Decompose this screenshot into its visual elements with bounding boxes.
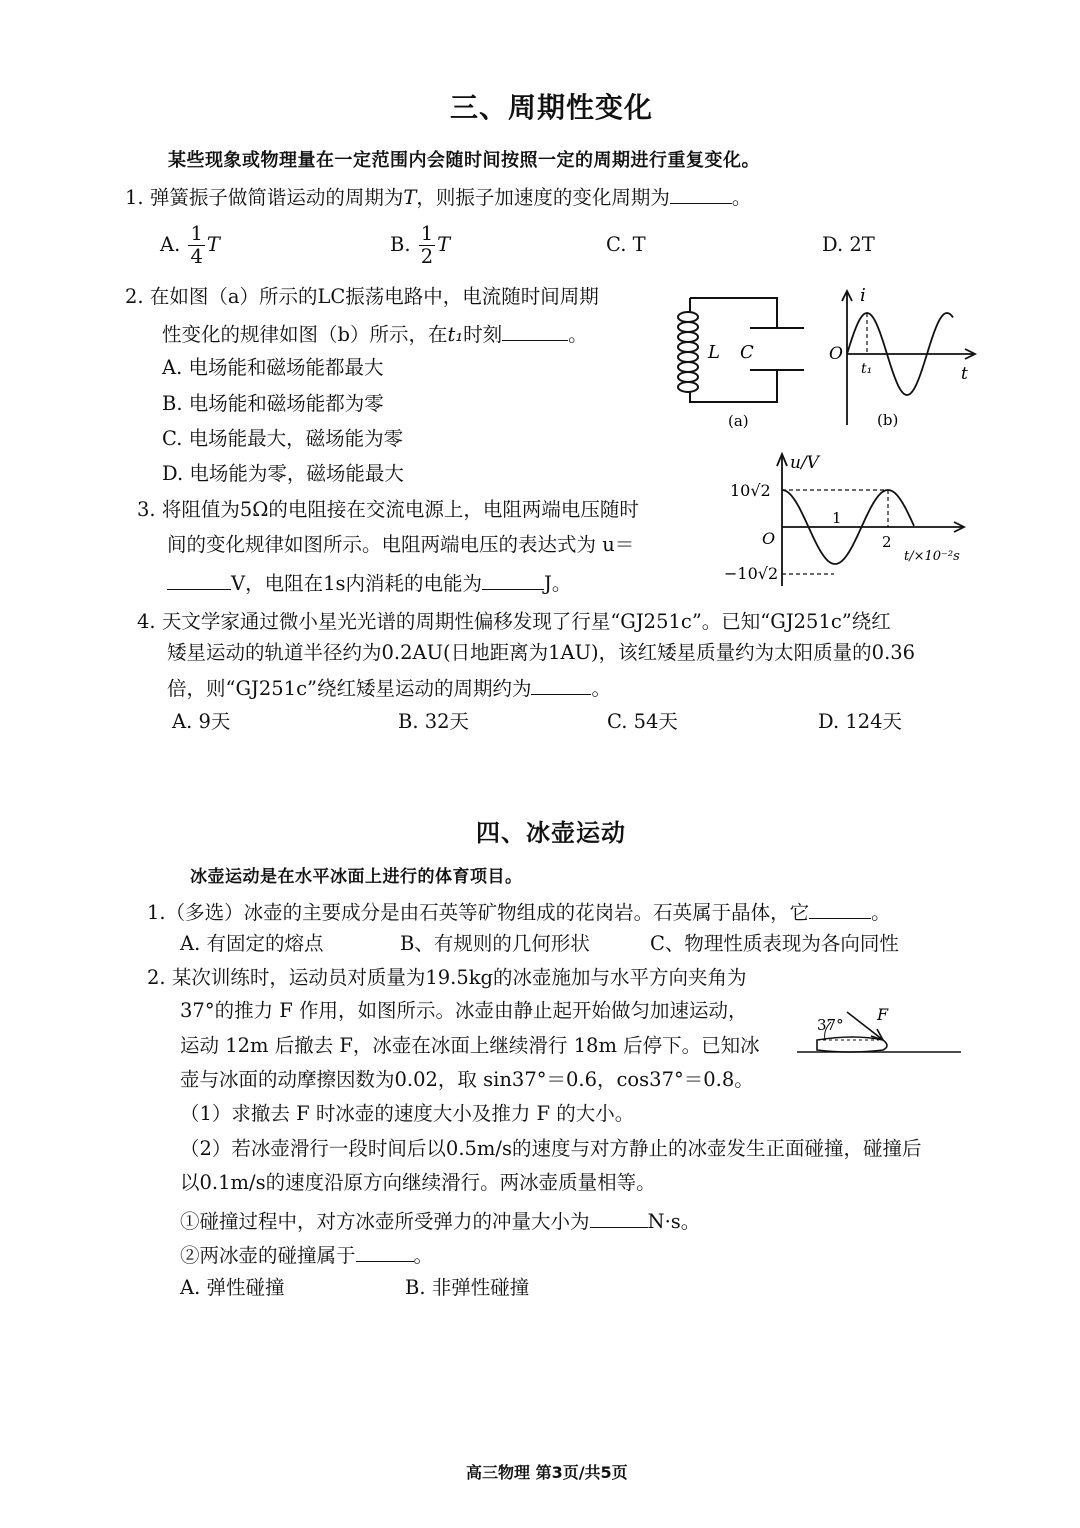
tick-label-2: 2 <box>882 533 892 551</box>
t1-label: t₁ <box>861 361 873 377</box>
option-4-2-b[interactable]: B. 非弹性碰撞 <box>405 1276 530 1299</box>
circuit-wire-bottom <box>690 370 777 402</box>
inductor-coil <box>678 312 698 392</box>
question-4-2-line1: 2. 某次训练时，运动员对质量为19.5kg的冰壶施加与水平方向夹角为 <box>147 966 747 989</box>
option-3-4-c[interactable]: C. 54天 <box>607 710 678 733</box>
answer-blank[interactable] <box>167 569 231 590</box>
current-time-graph <box>825 285 980 435</box>
capacitor-label: C <box>740 342 754 363</box>
option-3-1-b[interactable]: B. $\frac{1}{2}$ T <box>390 222 451 268</box>
question-3-4-line2: 矮星运动的轨道半径约为0.2AU(日地距离为1AU)，该红矮星质量约为太阳质量的0.36 <box>167 641 916 664</box>
sub-question-1: （1）求撤去 F 时冰壶的速度大小及推力 F 的大小。 <box>180 1102 635 1125</box>
y-axis-label: u/V <box>790 453 819 473</box>
x-axis-label: t/×10⁻²s <box>904 549 960 564</box>
section-3-intro: 某些现象或物理量在一定范围内会随时间按照一定的周期进行重复变化。 <box>168 150 760 171</box>
option-4-2-a[interactable]: A. 弹性碰撞 <box>180 1276 285 1299</box>
option-3-1-d[interactable]: D. 2T <box>822 233 875 256</box>
question-number: 1. <box>125 186 144 209</box>
question-4-1-stem: 1.（多选）冰壶的主要成分是由石英等矿物组成的花岗岩。石英属于晶体，它 。 <box>147 898 891 925</box>
option-3-2-b[interactable]: B. 电场能和磁场能都为零 <box>162 392 384 415</box>
figure-b-caption: (b) <box>877 411 899 429</box>
answer-blank[interactable] <box>590 1207 648 1228</box>
question-3-2-line1: 2. 在如图（a）所示的LC振荡电路中，电流随时间周期 <box>125 285 599 308</box>
angle-label: 37° <box>817 1016 844 1034</box>
question-4-2-line3: 运动 12m 后撤去 F，冰壶在冰面上继续滑行 18m 后停下。已知冰 <box>180 1034 760 1057</box>
option-3-4-a[interactable]: A. 9天 <box>172 710 231 733</box>
answer-blank[interactable] <box>482 569 544 590</box>
force-label: F <box>877 1005 889 1024</box>
question-4-2-line4: 壶与冰面的动摩擦因数为0.02，取 sin37°＝0.6，cos37°＝0.8。 <box>180 1068 754 1091</box>
question-3-4-line1: 4. 天文学家通过微小星光光谱的周期性偏移发现了行星“GJ251c”。已知“GJ251c”绕红 <box>137 610 891 633</box>
origin-label: O <box>829 344 843 364</box>
option-3-2-d[interactable]: D. 电场能为零，磁场能最大 <box>162 462 404 485</box>
section-4-title: 四、冰壶运动 <box>476 819 626 847</box>
fraction: $\frac{1}{2}$ <box>420 222 434 268</box>
x-axis-label: t <box>961 364 968 384</box>
sub-question-2-part2: ②两冰壶的碰撞属于 。 <box>180 1241 433 1268</box>
sub-question-2-line1: （2）若冰壶滑行一段时间后以0.5m/s的速度与对方静止的冰壶发生正面碰撞，碰撞后 <box>180 1137 922 1160</box>
answer-blank[interactable] <box>356 1241 414 1262</box>
section-4-intro: 冰壶运动是在水平冰面上进行的体育项目。 <box>190 867 523 887</box>
question-3-4-line3: 倍，则“GJ251c”绕红矮星运动的周期约为 。 <box>167 674 611 701</box>
option-3-1-c[interactable]: C. T <box>606 233 646 256</box>
option-4-1-b[interactable]: B、有规则的几何形状 <box>400 932 590 955</box>
option-4-1-a[interactable]: A. 有固定的熔点 <box>180 932 324 955</box>
question-4-2-line2: 37°的推力 F 作用，如图所示。冰壶由静止起开始做匀加速运动， <box>180 999 748 1022</box>
answer-blank[interactable] <box>502 320 568 341</box>
option-3-1-a[interactable]: A. $\frac{1}{4}$ T <box>160 222 220 268</box>
fraction: $\frac{1}{4}$ <box>190 222 203 268</box>
answer-blank[interactable] <box>670 183 732 204</box>
sub-question-2-line2: 以0.1m/s的速度沿原方向继续滑行。两冰壶质量相等。 <box>180 1171 656 1194</box>
inductor-label: L <box>708 342 720 363</box>
question-3-3-line2: 间的变化规律如图所示。电阻两端电压的表达式为 u＝ <box>167 533 635 556</box>
section-3-title: 三、周期性变化 <box>450 91 654 124</box>
question-3-1-stem: 1. 弹簧振子做简谐运动的周期为T，则振子加速度的变化周期为 。 <box>125 183 751 210</box>
option-3-2-a[interactable]: A. 电场能和磁场能都最大 <box>162 356 384 379</box>
voltage-time-graph <box>718 448 990 588</box>
option-4-1-c[interactable]: C、物理性质表现为各向同性 <box>650 932 899 955</box>
answer-blank[interactable] <box>809 898 871 919</box>
answer-blank[interactable] <box>531 674 591 695</box>
sub-question-2-part1: ①碰撞过程中，对方冰壶所受弹力的冲量大小为 N·s。 <box>180 1207 700 1234</box>
origin-label: O <box>762 529 776 548</box>
option-3-4-d[interactable]: D. 124天 <box>818 710 903 733</box>
option-3-2-c[interactable]: C. 电场能最大，磁场能为零 <box>162 427 404 450</box>
tick-label-1: 1 <box>832 509 842 527</box>
page-footer: 高三物理 第3页/共5页 <box>466 1463 628 1482</box>
y-max-label: 10√2 <box>730 481 771 500</box>
curling-stone-figure <box>795 1000 967 1060</box>
question-3-2-line2: 性变化的规律如图（b）所示，在t₁时刻 。 <box>162 320 588 347</box>
curling-stone <box>817 1037 887 1052</box>
figure-a-caption: (a) <box>728 412 749 430</box>
lc-circuit-figure <box>672 290 822 435</box>
option-3-4-b[interactable]: B. 32天 <box>398 710 470 733</box>
question-3-3-line1: 3. 将阻值为5Ω的电阻接在交流电源上，电阻两端电压随时 <box>137 498 639 521</box>
question-3-3-line3: V，电阻在1s内消耗的电能为 J。 <box>167 569 571 596</box>
y-axis-label: i <box>860 285 866 306</box>
y-min-label: −10√2 <box>724 564 779 583</box>
circuit-wire-top <box>690 298 777 328</box>
